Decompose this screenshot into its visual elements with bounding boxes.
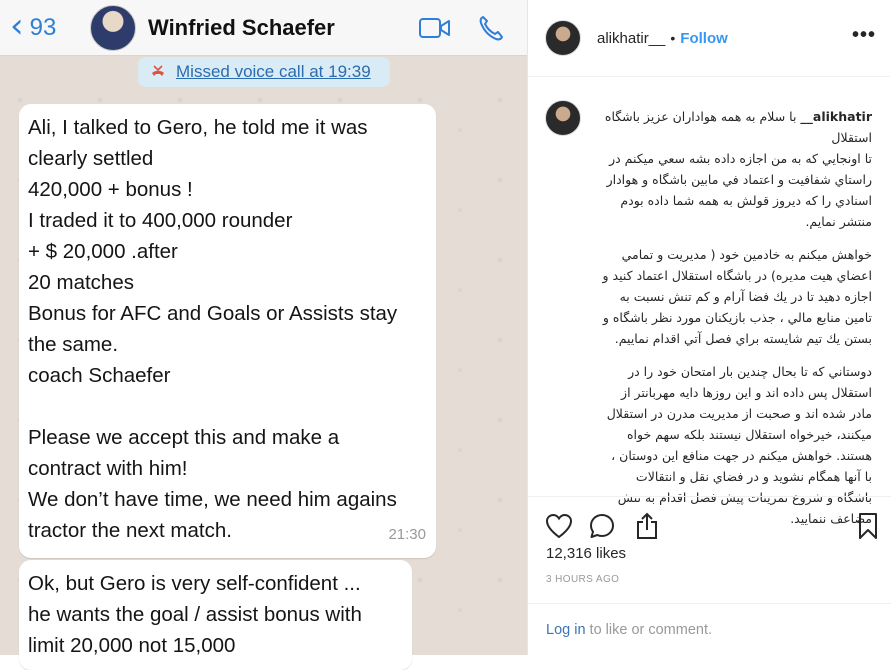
post-time[interactable]: 3 HOURS AGO: [546, 574, 620, 585]
heart-icon: [545, 513, 573, 539]
chat-header: [0, 0, 527, 56]
chevron-left-icon: ‹: [10, 5, 24, 46]
share-button[interactable]: [632, 511, 662, 541]
message-line: Ali, I talked to Gero, he told me it was: [28, 116, 368, 139]
caption-username[interactable]: alikhatir__: [800, 109, 872, 124]
share-icon: [634, 512, 660, 540]
message-line: tractor the next match.: [28, 519, 232, 542]
message-bubble-incoming[interactable]: [19, 560, 412, 670]
separator-dot: •: [670, 30, 676, 46]
message-bubble-incoming[interactable]: [19, 104, 436, 558]
comment-prompt: [528, 603, 891, 655]
caption-paragraph: تا اونجايي كه به من اجازه داده بشه سعي ميكنم در راستاي شفافيت و اعتماد في مابين باشگاه و هوادار اسنادي را كه ديروز قولش به همه شما داده بودم منتشر نمايم.: [606, 151, 872, 229]
message-line: the same.: [28, 333, 119, 356]
message-timestamp: 21:30: [388, 526, 426, 543]
unread-count: 93: [29, 13, 57, 41]
message-line: coach Schaefer: [28, 364, 171, 387]
caption-area: [528, 78, 891, 526]
message-line: 20 matches: [28, 271, 134, 294]
missed-call-icon: [150, 64, 166, 80]
likes-count[interactable]: 12,316 likes: [546, 545, 627, 562]
missed-call-text: Missed voice call at 19:39: [176, 62, 371, 81]
message-line: Please we accept this and make a: [28, 426, 340, 449]
comment-prompt-text: to like or comment.: [585, 622, 713, 638]
video-call-button[interactable]: [415, 8, 455, 48]
contact-avatar[interactable]: [90, 5, 136, 51]
message-line: We don’t have time, we need him agains: [28, 488, 397, 511]
post-username[interactable]: alikhatir__: [597, 29, 666, 47]
message-line: clearly settled: [28, 147, 154, 170]
video-call-icon: [418, 16, 452, 40]
message-line: Bonus for AFC and Goals or Assists stay: [28, 302, 398, 325]
voice-call-button[interactable]: [471, 8, 511, 48]
message-line: Ok, but Gero is very self-confident ...: [28, 572, 361, 595]
avatar[interactable]: [545, 100, 581, 136]
caption-paragraph: با سلام به همه هواداران عزيز باشگاه استقلال: [604, 109, 872, 145]
bookmark-icon: [857, 512, 879, 540]
follow-button[interactable]: Follow: [680, 29, 728, 47]
back-button[interactable]: [10, 5, 80, 46]
instagram-post-panel: [527, 0, 890, 655]
avatar[interactable]: [545, 20, 581, 56]
message-line: [28, 391, 426, 422]
comment-button[interactable]: [587, 511, 617, 541]
message-line: 420,000 + bonus !: [28, 178, 193, 201]
login-link[interactable]: Log in: [546, 622, 586, 638]
missed-call-notice[interactable]: [138, 57, 390, 87]
message-line: contract with him!: [28, 457, 188, 480]
save-button[interactable]: [853, 511, 883, 541]
caption-text: [600, 106, 872, 541]
message-line: + $ 20,000 .after: [28, 240, 178, 263]
more-options-icon[interactable]: •••: [851, 24, 876, 46]
post-header: [528, 0, 890, 77]
caption-paragraph: خواهش ميكنم به خادمين خود ( مديريت و تمامي اعضاي هيت مديره) در باشگاه استقلال اعتماد كنيد و اجازه دهيد تا در يك فضا آرام و كم تنش نسبت به تامين منابع مالي ، جذب بازيكنان مورد نظر باشگاه و بستن يك تيم شايسته براي فصل آتي اقدام نماييم.: [602, 247, 872, 346]
message-line: I traded it to 400,000 rounder: [28, 209, 293, 232]
caption-paragraph: دوستاني كه تا بحال چندين بار امتحان خود را در استقلال پس داده اند و اين روزها دايه مهربانتر از مادر شده اند و صحبت از مديريت مدرن در استقلال ميكنند، خيرخواه استقلال نيستند بلكه سهم خواه هستند. خواهش ميكنم در جهت منافع اين دوستان ، با آنها همگام نشويد و در فضاي نقل و انتقالات باشگاه و شروع تمرينات پيش فصل اقدام به تنش مضاعف ننماييد.: [606, 364, 872, 526]
phone-icon: [477, 14, 505, 42]
comment-icon: [588, 512, 616, 540]
contact-name[interactable]: Winfried Schaefer: [148, 14, 335, 40]
message-line: he wants the goal / assist bonus with: [28, 603, 362, 626]
message-line: limit 20,000 not 15,000: [28, 634, 236, 657]
like-button[interactable]: [544, 511, 574, 541]
